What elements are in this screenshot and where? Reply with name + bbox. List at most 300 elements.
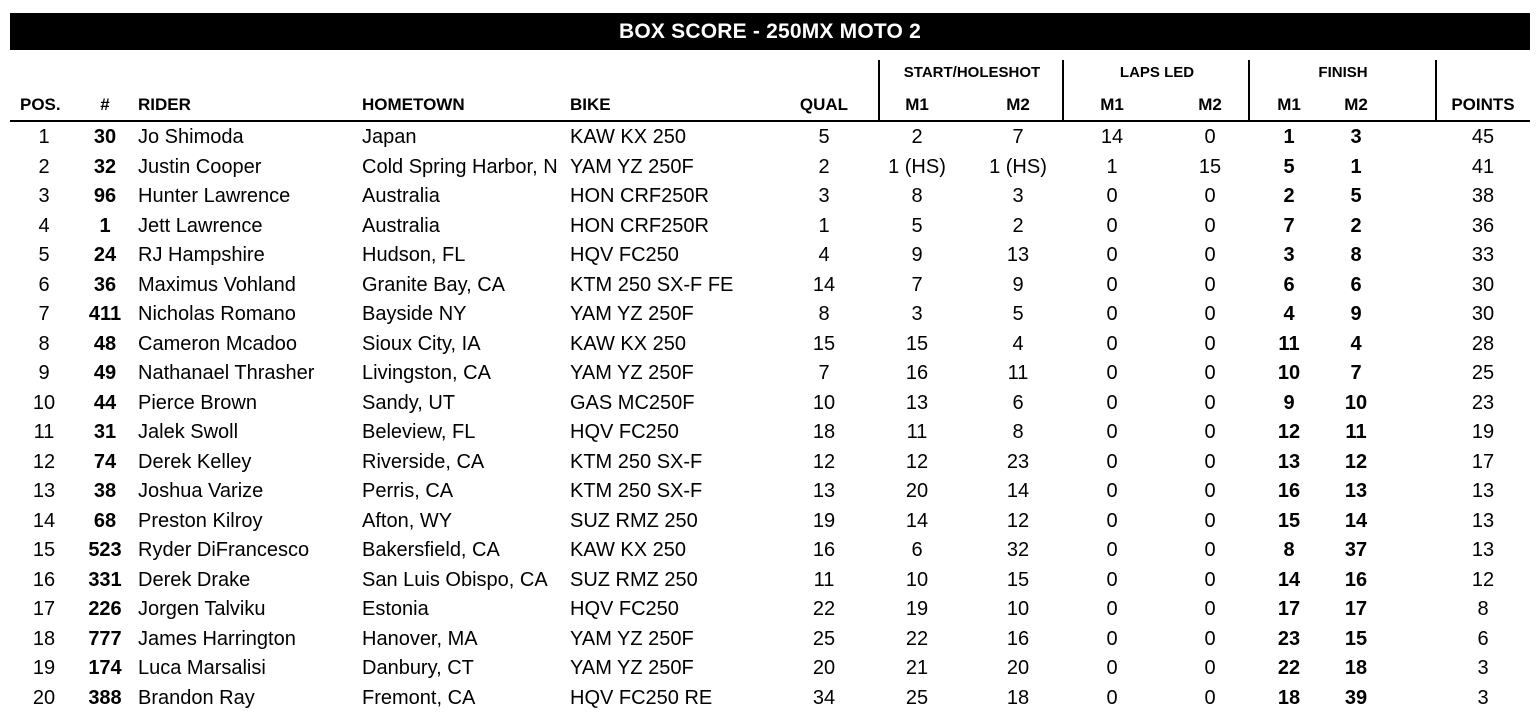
finish-m1-cell: 5 xyxy=(1283,155,1295,178)
qual-cell: 13 xyxy=(812,480,836,502)
start-m1-cell: 12 xyxy=(905,450,929,473)
rider-cell: Derek Drake xyxy=(138,568,251,591)
table-row xyxy=(0,329,1540,359)
rider-cell: Ryder DiFrancesco xyxy=(138,539,310,561)
finish-m2-cell: 4 xyxy=(1350,332,1362,355)
hometown-cell: Estonia xyxy=(362,598,429,620)
points-cell: 12 xyxy=(1471,568,1495,591)
hometown-cell: Japan xyxy=(362,126,417,148)
start-m2-cell: 8 xyxy=(1012,421,1024,443)
finish-m2-cell: 15 xyxy=(1344,627,1368,650)
laps-m2-cell: 15 xyxy=(1198,155,1222,178)
qual-cell: 11 xyxy=(813,568,835,591)
bike-cell: HON CRF250R xyxy=(570,185,709,207)
pos-cell: 20 xyxy=(32,686,56,709)
laps-m1-cell: 0 xyxy=(1106,657,1118,679)
table-row xyxy=(0,388,1540,418)
table-row xyxy=(0,476,1540,506)
finish-m2-cell: 11 xyxy=(1345,421,1367,443)
hometown-cell: Hanover, MA xyxy=(362,627,478,650)
finish-m1-cell: 22 xyxy=(1277,657,1301,679)
laps-m1-cell: 0 xyxy=(1106,627,1118,650)
points-cell: 38 xyxy=(1471,185,1495,207)
pos-cell: 10 xyxy=(32,391,56,414)
number-cell: 68 xyxy=(93,509,117,532)
start-m2-cell: 20 xyxy=(1006,657,1030,679)
bike-cell: YAM YZ 250F xyxy=(570,627,694,650)
hometown-cell: San Luis Obispo, CA xyxy=(362,568,548,591)
finish-m2-cell: 6 xyxy=(1350,273,1362,296)
qual-cell: 19 xyxy=(812,509,836,532)
number-cell: 174 xyxy=(88,657,122,679)
column-divider xyxy=(1248,60,1250,122)
number-cell: 44 xyxy=(93,391,117,414)
bike-cell: KAW KX 250 xyxy=(570,126,686,148)
laps-m2-cell: 0 xyxy=(1204,657,1216,679)
qual-cell: 14 xyxy=(812,273,836,296)
hometown-cell: Australia xyxy=(362,214,440,237)
finish-m1-cell: 7 xyxy=(1283,214,1295,237)
bike-cell: HQV FC250 RE xyxy=(570,686,713,709)
bike-cell: KAW KX 250 xyxy=(570,332,686,355)
finish-m1-cell: 13 xyxy=(1277,450,1301,473)
table-row xyxy=(0,211,1540,241)
pos-cell: 18 xyxy=(32,627,56,650)
finish-m1-cell: 8 xyxy=(1283,539,1295,561)
laps-m2-cell: 0 xyxy=(1204,421,1216,443)
number-cell: 411 xyxy=(88,303,122,325)
qual-cell: 16 xyxy=(812,539,836,561)
pos-cell: 16 xyxy=(32,568,56,591)
points-cell: 8 xyxy=(1477,598,1489,620)
number-cell: 331 xyxy=(88,568,122,591)
finish-m2-cell: 9 xyxy=(1350,303,1362,325)
table-row xyxy=(0,447,1540,477)
points-cell: 13 xyxy=(1471,480,1495,502)
laps-m2-cell: 0 xyxy=(1204,627,1216,650)
hometown-cell: Bayside NY xyxy=(362,303,467,325)
group-header-laps-led: LAPS LED xyxy=(1119,64,1195,81)
points-cell: 17 xyxy=(1471,450,1495,473)
start-m1-cell: 1 (HS) xyxy=(888,155,946,178)
points-cell: 30 xyxy=(1471,303,1495,325)
bike-cell: KTM 250 SX-F xyxy=(570,450,703,473)
start-m2-cell: 1 (HS) xyxy=(989,155,1047,178)
finish-m2-cell: 5 xyxy=(1350,185,1362,207)
qual-cell: 22 xyxy=(812,598,836,620)
laps-m1-cell: 0 xyxy=(1106,598,1118,620)
laps-m1-cell: 0 xyxy=(1106,214,1118,237)
finish-m2-cell: 18 xyxy=(1344,657,1368,679)
header-hometown: HOMETOWN xyxy=(362,95,465,114)
pos-cell: 9 xyxy=(38,362,50,384)
hometown-cell: Fremont, CA xyxy=(362,686,476,709)
laps-m2-cell: 0 xyxy=(1204,598,1216,620)
hometown-cell: Granite Bay, CA xyxy=(362,273,506,296)
rider-cell: Preston Kilroy xyxy=(138,509,263,532)
qual-cell: 15 xyxy=(812,332,836,355)
bike-cell: KTM 250 SX-F FE xyxy=(570,273,734,296)
finish-m1-cell: 9 xyxy=(1283,391,1295,414)
laps-m1-cell: 0 xyxy=(1106,480,1118,502)
start-m1-cell: 2 xyxy=(911,126,923,148)
bike-cell: HON CRF250R xyxy=(570,214,709,237)
start-m2-cell: 32 xyxy=(1006,539,1030,561)
qual-cell: 5 xyxy=(818,126,830,148)
header-number: # xyxy=(100,95,110,114)
bike-cell: GAS MC250F xyxy=(570,391,695,414)
start-m1-cell: 15 xyxy=(905,332,929,355)
laps-m2-cell: 0 xyxy=(1204,273,1216,296)
number-cell: 32 xyxy=(93,155,117,178)
header-laps-m2: M2 xyxy=(1198,95,1222,114)
laps-m2-cell: 0 xyxy=(1204,539,1216,561)
laps-m2-cell: 0 xyxy=(1204,391,1216,414)
header-laps-m1: M1 xyxy=(1100,95,1124,114)
bike-cell: KAW KX 250 xyxy=(570,539,686,561)
hometown-cell: Livingston, CA xyxy=(362,362,491,384)
bike-cell: HQV FC250 xyxy=(570,421,679,443)
number-cell: 74 xyxy=(93,450,117,473)
group-header-finish: FINISH xyxy=(1318,64,1368,81)
points-cell: 36 xyxy=(1471,214,1495,237)
finish-m1-cell: 10 xyxy=(1277,362,1301,384)
qual-cell: 20 xyxy=(812,657,836,679)
bike-cell: YAM YZ 250F xyxy=(570,303,694,325)
qual-cell: 3 xyxy=(818,185,830,207)
table-row xyxy=(0,535,1540,565)
qual-cell: 10 xyxy=(812,391,836,414)
points-cell: 3 xyxy=(1477,657,1489,679)
pos-cell: 1 xyxy=(38,126,50,148)
table-row xyxy=(0,299,1540,329)
number-cell: 226 xyxy=(88,598,122,620)
column-divider xyxy=(1062,60,1064,122)
finish-m1-cell: 16 xyxy=(1277,480,1301,502)
number-cell: 96 xyxy=(93,185,117,207)
points-cell: 33 xyxy=(1471,244,1495,266)
laps-m1-cell: 0 xyxy=(1106,509,1118,532)
start-m2-cell: 15 xyxy=(1006,568,1030,591)
table-row xyxy=(0,358,1540,388)
rider-cell: Justin Cooper xyxy=(138,155,262,178)
start-m2-cell: 3 xyxy=(1012,185,1024,207)
finish-m2-cell: 37 xyxy=(1344,539,1368,561)
laps-m1-cell: 0 xyxy=(1106,303,1118,325)
bike-cell: HQV FC250 xyxy=(570,598,679,620)
start-m1-cell: 19 xyxy=(905,598,929,620)
start-m1-cell: 13 xyxy=(905,391,929,414)
pos-cell: 8 xyxy=(38,332,50,355)
rider-cell: Nicholas Romano xyxy=(138,303,296,325)
start-m1-cell: 3 xyxy=(911,303,923,325)
rider-cell: RJ Hampshire xyxy=(138,244,265,266)
finish-m1-cell: 14 xyxy=(1277,568,1301,591)
number-cell: 24 xyxy=(93,244,117,266)
start-m1-cell: 25 xyxy=(905,686,929,709)
bike-cell: SUZ RMZ 250 xyxy=(570,509,698,532)
finish-m2-cell: 13 xyxy=(1344,480,1368,502)
pos-cell: 2 xyxy=(38,155,50,178)
start-m1-cell: 9 xyxy=(911,244,923,266)
page-title: BOX SCORE - 250MX MOTO 2 xyxy=(10,13,1530,50)
bike-cell: YAM YZ 250F xyxy=(570,155,694,178)
start-m2-cell: 10 xyxy=(1006,598,1030,620)
start-m2-cell: 23 xyxy=(1006,450,1030,473)
laps-m2-cell: 0 xyxy=(1204,362,1216,384)
header-finish-m1: M1 xyxy=(1277,95,1301,114)
finish-m2-cell: 2 xyxy=(1350,214,1362,237)
results-table-body xyxy=(0,122,1540,720)
start-m2-cell: 12 xyxy=(1006,509,1030,532)
rider-cell: Jorgen Talviku xyxy=(138,598,266,620)
points-cell: 13 xyxy=(1471,539,1495,561)
bike-cell: YAM YZ 250F xyxy=(570,657,694,679)
laps-m2-cell: 0 xyxy=(1204,185,1216,207)
start-m2-cell: 7 xyxy=(1012,126,1024,148)
laps-m1-cell: 14 xyxy=(1100,126,1124,148)
header-finish-m2: M2 xyxy=(1344,95,1368,114)
qual-cell: 12 xyxy=(812,450,836,473)
table-row xyxy=(0,594,1540,624)
finish-m1-cell: 1 xyxy=(1283,126,1295,148)
qual-cell: 34 xyxy=(812,686,836,709)
points-cell: 23 xyxy=(1471,391,1495,414)
hometown-cell: Afton, WY xyxy=(362,509,453,532)
bike-cell: KTM 250 SX-F xyxy=(570,480,703,502)
number-cell: 523 xyxy=(88,539,122,561)
rider-cell: James Harrington xyxy=(138,627,296,650)
start-m2-cell: 18 xyxy=(1006,686,1030,709)
start-m2-cell: 14 xyxy=(1006,480,1030,502)
table-row xyxy=(0,565,1540,595)
rider-cell: Cameron Mcadoo xyxy=(138,332,297,355)
laps-m2-cell: 0 xyxy=(1204,450,1216,473)
points-cell: 28 xyxy=(1471,332,1495,355)
number-cell: 49 xyxy=(93,362,117,384)
rider-cell: Jett Lawrence xyxy=(138,214,263,237)
start-m2-cell: 9 xyxy=(1012,273,1024,296)
qual-cell: 1 xyxy=(818,214,830,237)
pos-cell: 19 xyxy=(32,657,56,679)
header-pos: POS. xyxy=(20,95,61,114)
header-qual: QUAL xyxy=(799,95,849,114)
start-m1-cell: 14 xyxy=(905,509,929,532)
points-cell: 6 xyxy=(1477,627,1489,650)
finish-m2-cell: 39 xyxy=(1344,686,1368,709)
finish-m1-cell: 2 xyxy=(1283,185,1295,207)
start-m1-cell: 6 xyxy=(911,539,923,561)
pos-cell: 5 xyxy=(38,244,50,266)
finish-m1-cell: 6 xyxy=(1283,273,1295,296)
table-row xyxy=(0,417,1540,447)
points-cell: 13 xyxy=(1471,509,1495,532)
points-cell: 30 xyxy=(1471,273,1495,296)
rider-cell: Derek Kelley xyxy=(138,450,252,473)
number-cell: 777 xyxy=(88,627,122,650)
qual-cell: 18 xyxy=(812,421,836,443)
bike-cell: YAM YZ 250F xyxy=(570,362,694,384)
hometown-cell: Beleview, FL xyxy=(362,421,476,443)
points-cell: 45 xyxy=(1471,126,1495,148)
number-cell: 36 xyxy=(93,273,117,296)
qual-cell: 25 xyxy=(812,627,836,650)
start-m1-cell: 11 xyxy=(906,421,928,443)
pos-cell: 14 xyxy=(32,509,56,532)
laps-m2-cell: 0 xyxy=(1204,568,1216,591)
laps-m1-cell: 0 xyxy=(1106,421,1118,443)
finish-m2-cell: 16 xyxy=(1344,568,1368,591)
laps-m2-cell: 0 xyxy=(1204,686,1216,709)
finish-m1-cell: 11 xyxy=(1278,332,1300,355)
pos-cell: 17 xyxy=(32,598,56,620)
start-m2-cell: 2 xyxy=(1012,214,1024,237)
start-m1-cell: 10 xyxy=(905,568,929,591)
pos-cell: 3 xyxy=(38,185,50,207)
start-m1-cell: 8 xyxy=(911,185,923,207)
laps-m1-cell: 0 xyxy=(1106,244,1118,266)
laps-m2-cell: 0 xyxy=(1204,126,1216,148)
points-cell: 41 xyxy=(1471,155,1495,178)
hometown-cell: Sioux City, IA xyxy=(362,332,481,355)
finish-m1-cell: 12 xyxy=(1277,421,1301,443)
laps-m2-cell: 0 xyxy=(1204,480,1216,502)
hometown-cell: Australia xyxy=(362,185,440,207)
start-m2-cell: 6 xyxy=(1012,391,1024,414)
laps-m1-cell: 0 xyxy=(1106,332,1118,355)
laps-m1-cell: 0 xyxy=(1106,686,1118,709)
start-m2-cell: 5 xyxy=(1012,303,1024,325)
finish-m2-cell: 17 xyxy=(1344,598,1368,620)
laps-m2-cell: 0 xyxy=(1204,214,1216,237)
laps-m1-cell: 1 xyxy=(1106,155,1118,178)
laps-m2-cell: 0 xyxy=(1204,303,1216,325)
rider-cell: Nathanael Thrasher xyxy=(138,362,315,384)
laps-m1-cell: 0 xyxy=(1106,568,1118,591)
bike-cell: HQV FC250 xyxy=(570,244,679,266)
finish-m2-cell: 3 xyxy=(1350,126,1362,148)
table-row xyxy=(0,152,1540,182)
number-cell: 31 xyxy=(93,421,117,443)
finish-m1-cell: 4 xyxy=(1283,303,1295,325)
rider-cell: Jalek Swoll xyxy=(138,421,239,443)
hometown-cell: Cold Spring Harbor, N xyxy=(362,155,558,178)
hometown-cell: Hudson, FL xyxy=(362,244,466,266)
hometown-cell: Riverside, CA xyxy=(362,450,485,473)
rider-cell: Brandon Ray xyxy=(138,686,255,709)
start-m1-cell: 7 xyxy=(911,273,923,296)
rider-cell: Joshua Varize xyxy=(138,480,264,502)
hometown-cell: Danbury, CT xyxy=(362,657,474,679)
finish-m2-cell: 12 xyxy=(1344,450,1368,473)
rider-cell: Hunter Lawrence xyxy=(138,185,291,207)
start-m2-cell: 13 xyxy=(1006,244,1030,266)
start-m1-cell: 16 xyxy=(905,362,929,384)
laps-m2-cell: 0 xyxy=(1204,509,1216,532)
hometown-cell: Perris, CA xyxy=(362,480,454,502)
qual-cell: 2 xyxy=(818,155,830,178)
number-cell: 48 xyxy=(93,332,117,355)
header-points: POINTS xyxy=(1451,95,1515,114)
number-cell: 30 xyxy=(93,126,117,148)
hometown-cell: Sandy, UT xyxy=(362,391,455,414)
finish-m1-cell: 3 xyxy=(1283,244,1295,266)
points-cell: 25 xyxy=(1471,362,1495,384)
pos-cell: 7 xyxy=(38,303,50,325)
qual-cell: 7 xyxy=(818,362,830,384)
start-m1-cell: 20 xyxy=(905,480,929,502)
group-header-start-holeshot: START/HOLESHOT xyxy=(903,64,1041,81)
table-row xyxy=(0,653,1540,683)
points-cell: 3 xyxy=(1477,686,1489,709)
laps-m1-cell: 0 xyxy=(1106,391,1118,414)
table-row xyxy=(0,506,1540,536)
qual-cell: 4 xyxy=(818,244,830,266)
start-m2-cell: 4 xyxy=(1012,332,1024,355)
table-row xyxy=(0,122,1540,152)
pos-cell: 11 xyxy=(33,421,55,443)
table-row xyxy=(0,240,1540,270)
number-cell: 388 xyxy=(88,686,122,709)
finish-m1-cell: 18 xyxy=(1277,686,1301,709)
points-cell: 19 xyxy=(1471,421,1495,443)
laps-m2-cell: 0 xyxy=(1204,244,1216,266)
finish-m2-cell: 7 xyxy=(1350,362,1362,384)
finish-m2-cell: 1 xyxy=(1350,155,1362,178)
laps-m1-cell: 0 xyxy=(1106,273,1118,296)
finish-m1-cell: 15 xyxy=(1277,509,1301,532)
qual-cell: 8 xyxy=(818,303,830,325)
header-bike: BIKE xyxy=(570,95,611,114)
rider-cell: Pierce Brown xyxy=(138,391,257,414)
rider-cell: Jo Shimoda xyxy=(138,126,244,148)
number-cell: 1 xyxy=(99,214,111,237)
finish-m1-cell: 23 xyxy=(1277,627,1301,650)
start-m2-cell: 16 xyxy=(1006,627,1030,650)
number-cell: 38 xyxy=(93,480,117,502)
laps-m1-cell: 0 xyxy=(1106,450,1118,473)
pos-cell: 6 xyxy=(38,273,50,296)
table-row xyxy=(0,683,1540,713)
table-row xyxy=(0,624,1540,654)
start-m1-cell: 22 xyxy=(905,627,929,650)
laps-m1-cell: 0 xyxy=(1106,185,1118,207)
header-start-m1: M1 xyxy=(905,95,929,114)
start-m1-cell: 21 xyxy=(905,657,929,679)
start-m1-cell: 5 xyxy=(911,214,923,237)
laps-m1-cell: 0 xyxy=(1106,539,1118,561)
table-row xyxy=(0,181,1540,211)
finish-m2-cell: 8 xyxy=(1350,244,1362,266)
pos-cell: 12 xyxy=(32,450,56,473)
pos-cell: 13 xyxy=(32,480,56,502)
finish-m1-cell: 17 xyxy=(1277,598,1301,620)
header-start-m2: M2 xyxy=(1006,95,1030,114)
start-m2-cell: 11 xyxy=(1007,362,1029,384)
bike-cell: SUZ RMZ 250 xyxy=(570,568,698,591)
finish-m2-cell: 10 xyxy=(1344,391,1368,414)
laps-m1-cell: 0 xyxy=(1106,362,1118,384)
header-rider: RIDER xyxy=(138,95,191,114)
table-row xyxy=(0,270,1540,300)
pos-cell: 15 xyxy=(32,539,56,561)
laps-m2-cell: 0 xyxy=(1204,332,1216,355)
rider-cell: Luca Marsalisi xyxy=(138,657,266,679)
finish-m2-cell: 14 xyxy=(1344,509,1368,532)
rider-cell: Maximus Vohland xyxy=(138,273,296,296)
hometown-cell: Bakersfield, CA xyxy=(362,539,500,561)
pos-cell: 4 xyxy=(38,214,50,237)
